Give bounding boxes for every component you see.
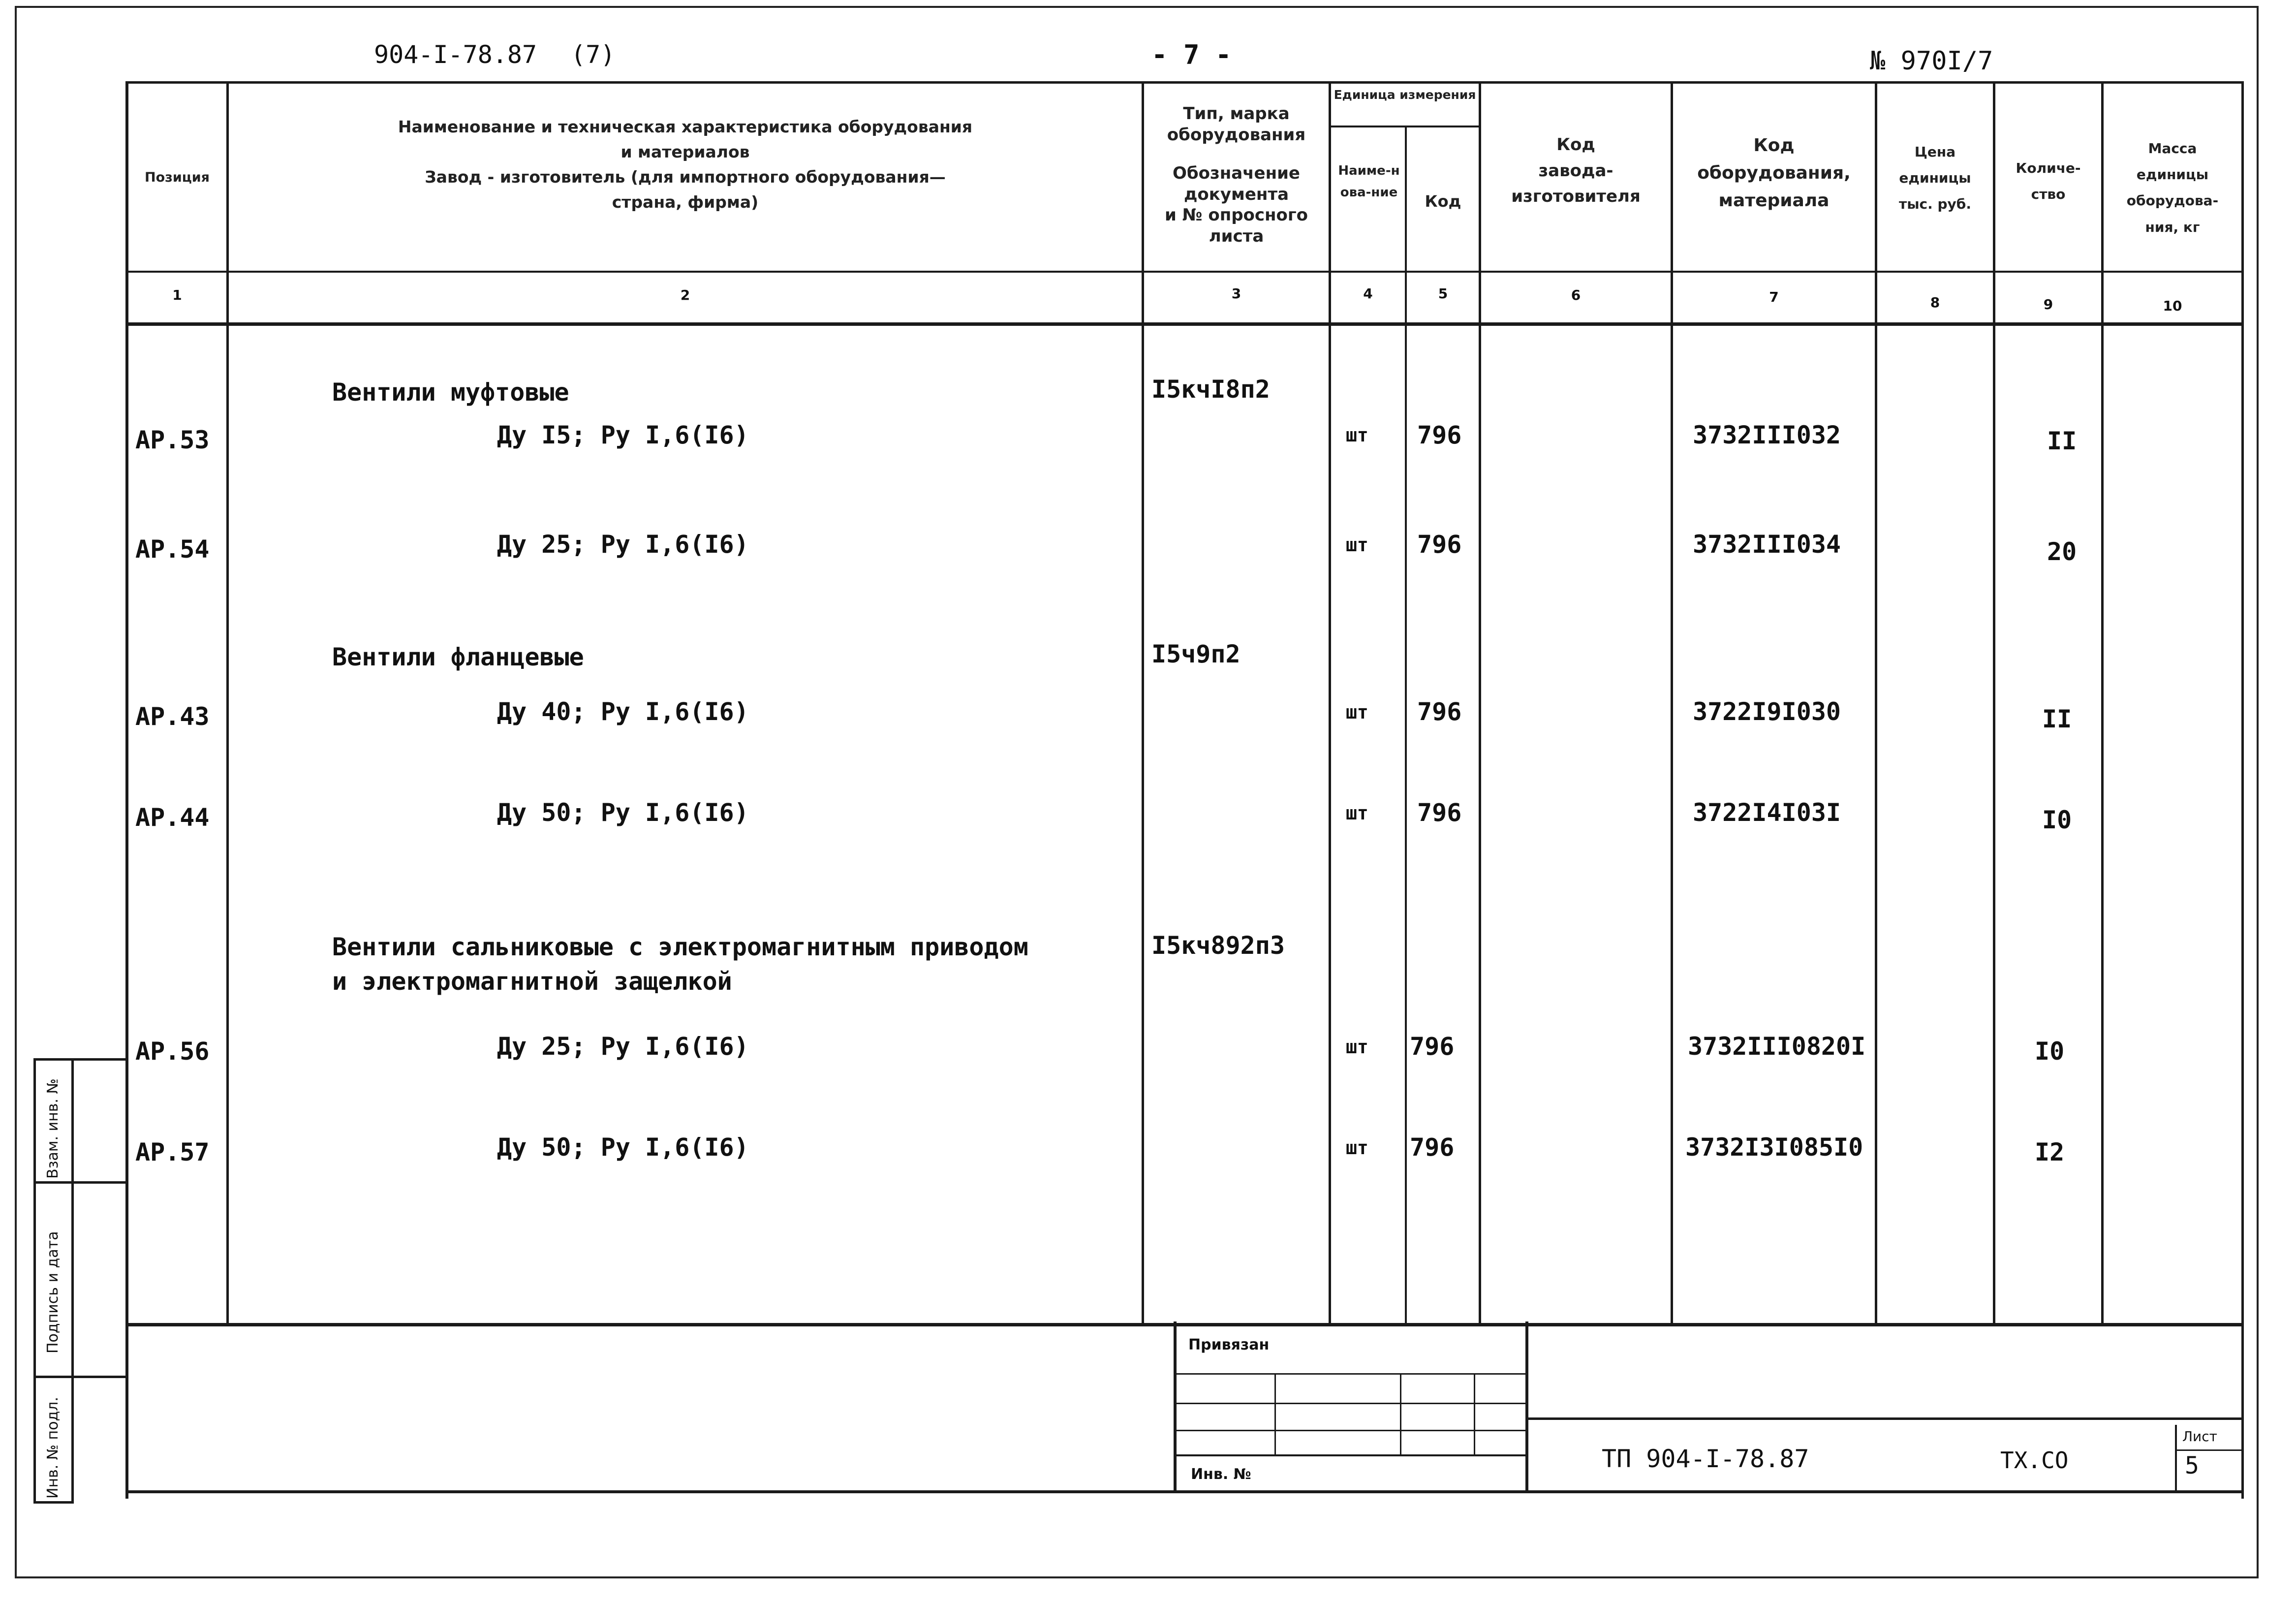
side-stamp-line-1 — [33, 1181, 127, 1184]
col9-header — [1995, 155, 2101, 207]
col10-number: 10 — [2163, 298, 2182, 314]
row-1-name: Ду I5; Ру I,6(I6) — [497, 421, 749, 449]
col7-header — [1673, 132, 1875, 214]
unit-group-line — [1329, 126, 1479, 127]
group-title-gland-valves-line1: Вентили сальниковые с электромагнитным приводом — [332, 933, 1028, 961]
row-5-position: АР.56 — [135, 1037, 210, 1066]
col8-number: 8 — [1930, 294, 1940, 311]
row-2-name: Ду 25; Ру I,6(I6) — [497, 530, 749, 559]
stamp-row-line-2 — [1176, 1403, 1525, 1404]
col2-number: 2 — [680, 287, 690, 303]
row-1-unit: шт — [1346, 424, 1368, 446]
side-stamp-bottom-line — [33, 1501, 73, 1504]
col6-number: 6 — [1571, 287, 1581, 303]
row-6-quantity: I2 — [2035, 1138, 2065, 1166]
row-3-unit-code: 796 — [1417, 697, 1462, 726]
doc-code: 904-I-78.87 — [374, 40, 537, 69]
side-label-inv-podl: Инв. № подл. — [44, 1397, 62, 1499]
col2-header-line1: Наименование и техническая характеристика оборудования — [398, 117, 973, 136]
table-bottom-line — [125, 1323, 2244, 1326]
row-1-material-code: 3732III032 — [1693, 421, 1841, 449]
col3-header — [1144, 103, 1329, 247]
page-marker: - 7 - — [1151, 39, 1232, 70]
col2-header-import-note: (для импортного оборудования— — [630, 167, 946, 187]
sheet-box-left-line — [2175, 1425, 2177, 1491]
col1-header: Позиция — [144, 170, 210, 185]
side-stamp-top-line — [33, 1058, 127, 1061]
col10-header-line4: ния, кг — [2145, 219, 2200, 235]
row-4-unit-code: 796 — [1417, 798, 1462, 827]
col2-header-manufacturer: Завод - изготовитель — [425, 167, 625, 187]
row-2-position: АР.54 — [135, 535, 210, 564]
col8-header — [1877, 139, 1993, 218]
col2-header-line3 — [231, 164, 1139, 189]
side-stamp-right-line — [71, 1058, 74, 1504]
col-divider-9 — [2101, 81, 2104, 1324]
col10-header-line1: Масса — [2148, 140, 2197, 157]
stamp-right-line — [1525, 1321, 1528, 1491]
stamp-tp-code: ТП 904-I-78.87 — [1602, 1445, 1809, 1473]
stamp-col-line-3 — [1474, 1373, 1475, 1454]
col-divider-4 — [1405, 126, 1407, 1324]
row-5-quantity: I0 — [2035, 1037, 2065, 1066]
row-4-quantity: I0 — [2042, 806, 2072, 834]
row-2-unit: шт — [1346, 534, 1368, 556]
row-4-material-code: 3722I4I03I — [1693, 798, 1841, 827]
col9-number: 9 — [2043, 296, 2053, 313]
row-6-unit-code: 796 — [1410, 1133, 1455, 1162]
col-divider-7 — [1875, 81, 1877, 1324]
col4-header: Наиме-нова-ние — [1338, 163, 1400, 200]
col3-number: 3 — [1231, 285, 1241, 302]
col8-header-line1: Цена — [1914, 144, 1956, 160]
row-6-name: Ду 50; Ру I,6(I6) — [497, 1133, 749, 1162]
col3-header-line1: Тип, марка — [1183, 104, 1290, 124]
col3-header-line5: и № опросного — [1164, 205, 1308, 225]
col7-header-line2: оборудования, — [1697, 162, 1851, 183]
stamp-col-line-2 — [1400, 1373, 1401, 1454]
col2-header-line4: страна, фирма) — [612, 192, 759, 212]
col5-header: Код — [1425, 192, 1461, 211]
title-block-top-line — [1525, 1417, 2244, 1420]
row-2-unit-code: 796 — [1417, 530, 1462, 559]
table-left-line — [125, 81, 128, 1499]
col9-header-line2: ство — [2031, 186, 2066, 203]
group-title-gland-valves-line2: и электромагнитной защелкой — [332, 967, 732, 996]
side-label-podpis-data: Подпись и дата — [44, 1231, 62, 1353]
col7-number: 7 — [1769, 289, 1779, 305]
col7-header-line3: материала — [1718, 190, 1830, 211]
stamp-row-line-3 — [1176, 1430, 1525, 1431]
col3-header-line6: листа — [1209, 226, 1264, 246]
side-label-vzam-inv: Взам. инв. № — [44, 1078, 62, 1179]
col6-header-line2: завода- — [1538, 160, 1613, 181]
col4-number: 4 — [1363, 285, 1373, 302]
col-divider-1 — [226, 81, 229, 1324]
row-1-unit-code: 796 — [1417, 421, 1462, 449]
col6-header-line1: Код — [1556, 135, 1595, 155]
group-type-flange-valves: I5ч9п2 — [1151, 640, 1241, 668]
stamp-row-line-1 — [1176, 1373, 1525, 1375]
sheet-frame — [15, 6, 2259, 1578]
col3-header-line4: документа — [1183, 184, 1289, 204]
row-4-unit: шт — [1346, 802, 1368, 824]
stamp-sheet-number: 5 — [2185, 1452, 2199, 1479]
stamp-privyazan-label: Привязан — [1188, 1336, 1270, 1353]
row-3-name: Ду 40; Ру I,6(I6) — [497, 697, 749, 726]
col10-header-line3: оборудова- — [2126, 192, 2219, 209]
row-5-unit-code: 796 — [1410, 1032, 1455, 1061]
archive-number: № 970I/7 — [1870, 46, 1993, 76]
stamp-sheet-label: Лист — [2182, 1428, 2217, 1445]
row-1-position: АР.53 — [135, 426, 210, 454]
unit-group-header: Единица измерения — [1334, 88, 1476, 102]
row-1-quantity: II — [2047, 427, 2077, 455]
col5-number: 5 — [1438, 285, 1448, 302]
group-type-coupling-valves: I5кчI8п2 — [1151, 375, 1270, 404]
row-2-quantity: 20 — [2047, 537, 2077, 566]
row-2-material-code: 3732III034 — [1693, 530, 1841, 559]
sheet-bottom-line — [125, 1490, 2244, 1493]
col-divider-3 — [1329, 81, 1331, 1324]
row-3-material-code: 3722I9I030 — [1693, 697, 1841, 726]
col9-header-line1: Количе- — [2016, 160, 2081, 176]
col8-header-line3: тыс. руб. — [1898, 196, 1971, 213]
row-6-material-code: 3732I3I085I0 — [1685, 1133, 1863, 1162]
col3-header-line3: Обозначение — [1173, 163, 1300, 183]
stamp-inv-no-label: Инв. № — [1191, 1466, 1251, 1483]
col3-header-line2: оборудования — [1167, 125, 1306, 145]
row-6-position: АР.57 — [135, 1138, 210, 1166]
row-4-position: АР.44 — [135, 803, 210, 832]
table-top-line — [125, 81, 2244, 84]
group-type-gland-valves: I5кч892п3 — [1151, 931, 1285, 960]
header-bottom-line — [125, 271, 2244, 273]
stamp-col-line-1 — [1274, 1373, 1276, 1454]
row-4-name: Ду 50; Ру I,6(I6) — [497, 798, 749, 827]
row-3-unit: шт — [1346, 701, 1368, 723]
col10-header — [2104, 135, 2241, 240]
side-stamp-line-2 — [33, 1376, 127, 1378]
col8-header-line2: единицы — [1899, 170, 1971, 187]
col1-number: 1 — [172, 287, 182, 303]
col-divider-8 — [1993, 81, 1995, 1324]
row-3-position: АР.43 — [135, 702, 210, 731]
colnum-bottom-line — [125, 322, 2244, 326]
row-5-material-code: 3732III0820I — [1688, 1032, 1866, 1061]
col7-header-line1: Код — [1753, 135, 1795, 156]
col-divider-2 — [1142, 81, 1144, 1324]
col6-header-line3: изготовителя — [1511, 187, 1641, 207]
stamp-row-line-4 — [1176, 1454, 1525, 1456]
col-divider-6 — [1671, 81, 1673, 1324]
row-6-unit: шт — [1346, 1137, 1368, 1159]
sheet-box-mid-line — [2175, 1449, 2244, 1451]
group-title-flange-valves: Вентили фланцевые — [332, 643, 584, 671]
col-divider-5 — [1479, 81, 1481, 1324]
row-5-unit: шт — [1346, 1036, 1368, 1058]
stamp-left-line — [1174, 1321, 1177, 1491]
row-5-name: Ду 25; Ру I,6(I6) — [497, 1032, 749, 1061]
col6-header — [1481, 132, 1671, 210]
row-3-quantity: II — [2042, 705, 2072, 733]
col10-header-line2: единицы — [2136, 166, 2209, 183]
col2-header — [231, 114, 1139, 215]
side-stamp-left-line — [33, 1058, 36, 1504]
stamp-section-code: ТХ.СО — [2000, 1447, 2069, 1474]
col2-header-line2: и материалов — [621, 142, 750, 162]
table-right-line — [2241, 81, 2244, 1499]
group-title-coupling-valves: Вентили муфтовые — [332, 378, 569, 407]
doc-code-sheet: (7) — [571, 40, 616, 69]
